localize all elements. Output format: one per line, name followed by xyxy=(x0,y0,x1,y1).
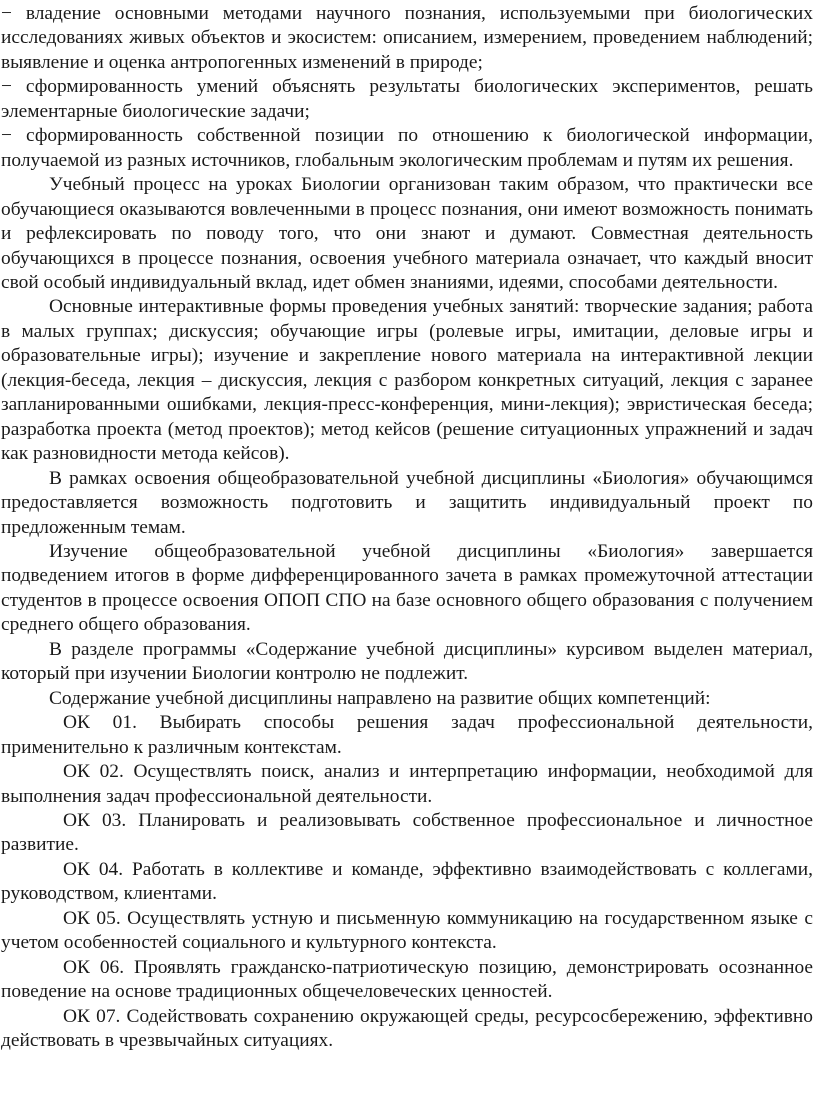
bullet-item: − сформированность умений объяснять результаты биологических экспериментов, решать элементарные биологические задачи; xyxy=(1,76,813,122)
competency-item: ОК 02. Осуществлять поиск, анализ и интерпретацию информации, необходимой для выполнения задач профессиональной деятельности. xyxy=(1,761,813,807)
competency-item: ОК 01. Выбирать способы решения задач профессиональной деятельности, применительно к различным контекстам. xyxy=(1,712,813,758)
paragraph: Основные интерактивные формы проведения учебных занятий: творческие задания; работа в малых группах; дискуссия; обучающие игры (ролевые игры, имитации, деловые игры и образовательные игры); изучение и закрепление нового материала на интерактивной лекции (лекция-беседа, лекция – дискуссия, лекция с разбором конкретных ситуаций, лекция с заранее запланированными ошибками, лекция-пресс-конференция, мини-лекция); эвристическая беседа; разработка проекта (метод проектов); метод кейсов (решение ситуационных упражнений и задач как разновидности метода кейсов). xyxy=(1,296,813,465)
competency-item: ОК 04. Работать в коллективе и команде, эффективно взаимодействовать с коллегами, руководством, клиентами. xyxy=(1,858,813,905)
competency-item: ОК 03. Планировать и реализовывать собственное профессиональное и личностное развитие. xyxy=(1,809,813,856)
bullet-item: − сформированность собственной позиции по отношению к биологической информации, получаемой из разных источников, глобальным экологическим проблемам и путям их решения. xyxy=(1,125,813,171)
document-page xyxy=(1,2,813,1053)
competency-item: ОК 05. Осуществлять устную и письменную коммуникацию на государственном языке с учетом особенностей социального и культурного контекста. xyxy=(1,907,813,954)
paragraph: Учебный процесс на уроках Биологии организован таким образом, что практически все обучающиеся оказываются вовлеченными в процесс познания, они имеют возможность понимать и рефлексировать по поводу того, что они знают и думают. Совместная деятельность обучающихся в процессе познания, освоения учебного материала означает, что каждый вносит свой особый индивидуальный вклад, идет обмен знаниями, идеями, способами деятельности. xyxy=(1,174,813,293)
paragraph: Содержание учебной дисциплины направлено на развитие общих компетенций: xyxy=(49,687,711,709)
competency-item: ОК 07. Содействовать сохранению окружающей среды, ресурсосбережению, эффективно действовать в чрезвычайных ситуациях. xyxy=(1,1005,813,1052)
paragraph: В рамках освоения общеобразовательной учебной дисциплины «Биология» обучающимся предоставляется возможность подготовить и защитить индивидуальный проект по предложенным темам. xyxy=(1,467,813,538)
paragraph: В разделе программы «Содержание учебной дисциплины» курсивом выделен материал, который при изучении Биологии контролю не подлежит. xyxy=(1,638,813,685)
bullet-item: − владение основными методами научного познания, используемыми при биологических исследованиях живых объектов и экосистем: описанием, измерением, проведением наблюдений; выявление и оценка антропогенных изменений в природе; xyxy=(1,3,813,73)
paragraph: Изучение общеобразовательной учебной дисциплины «Биология» завершается подведением итогов в форме дифференцированного зачета в рамках промежуточной аттестации студентов в процессе освоения ОПОП СПО на базе основного общего образования с получением среднего общего образования. xyxy=(1,540,813,636)
competency-item: ОК 06. Проявлять гражданско-патриотическую позицию, демонстрировать осознанное поведение на основе традиционных общечеловеческих ценностей. xyxy=(1,956,813,1003)
